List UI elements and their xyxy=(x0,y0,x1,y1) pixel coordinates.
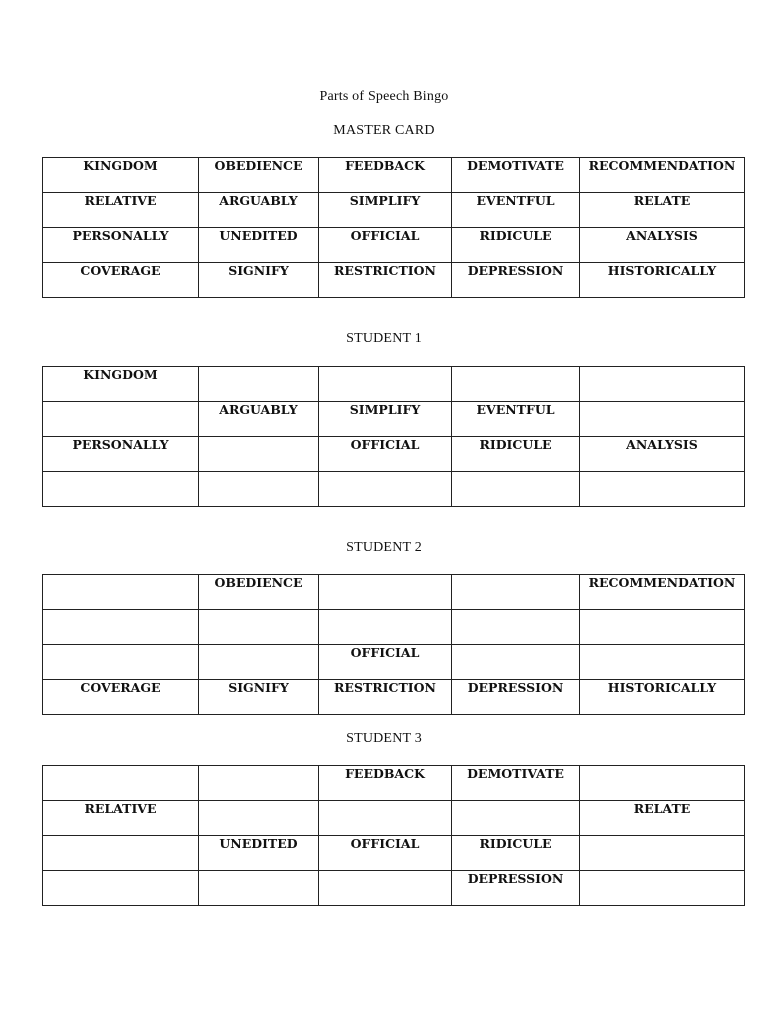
bingo-cell xyxy=(43,575,199,610)
table-row xyxy=(43,228,745,263)
bingo-word: HISTORICALLY xyxy=(607,263,717,278)
bingo-cell xyxy=(199,766,319,801)
bingo-word: DEPRESSION xyxy=(467,871,564,886)
table-row xyxy=(43,610,745,645)
bingo-word: DEMOTIVATE xyxy=(467,158,564,173)
bingo-word: SIMPLIFY xyxy=(349,402,421,417)
bingo-cell xyxy=(580,836,745,871)
bingo-cell xyxy=(319,645,452,680)
bingo-word: EVENTFUL xyxy=(476,402,555,417)
bingo-cell xyxy=(580,228,745,263)
bingo-cell xyxy=(199,575,319,610)
bingo-cell xyxy=(319,193,452,228)
bingo-word: ANALYSIS xyxy=(626,437,698,452)
bingo-cell xyxy=(43,263,199,298)
bingo-cell xyxy=(580,263,745,298)
bingo-cell xyxy=(452,402,580,437)
bingo-cell xyxy=(199,437,319,472)
bingo-word: PERSONALLY xyxy=(72,437,169,452)
table-row xyxy=(43,575,745,610)
bingo-cell xyxy=(199,158,319,193)
bingo-word: SIGNIFY xyxy=(228,680,289,695)
document-title: Parts of Speech Bingo xyxy=(319,89,449,104)
table-row xyxy=(43,367,745,402)
bingo-word: DEMOTIVATE xyxy=(467,766,564,781)
bingo-word: RECOMMENDATION xyxy=(588,575,736,590)
bingo-word: SIGNIFY xyxy=(228,263,289,278)
student-1-heading: STUDENT 1 xyxy=(346,331,422,346)
bingo-cell xyxy=(43,610,199,645)
bingo-word: FEEDBACK xyxy=(345,766,425,781)
bingo-word: HISTORICALLY xyxy=(607,680,717,695)
student-2-table xyxy=(42,574,745,715)
bingo-word: DEPRESSION xyxy=(467,263,564,278)
bingo-word: RESTRICTION xyxy=(334,263,436,278)
table-row xyxy=(43,801,745,836)
bingo-cell xyxy=(199,228,319,263)
bingo-cell xyxy=(580,402,745,437)
bingo-word: OFFICIAL xyxy=(350,228,420,243)
master-card-table xyxy=(42,157,745,298)
bingo-cell xyxy=(199,472,319,507)
table-row xyxy=(43,766,745,801)
master-card-heading: MASTER CARD xyxy=(333,123,435,138)
table-row xyxy=(43,402,745,437)
bingo-word: KINGDOM xyxy=(83,158,158,173)
bingo-cell xyxy=(319,610,452,645)
bingo-cell xyxy=(319,472,452,507)
bingo-word: ARGUABLY xyxy=(219,402,298,417)
bingo-cell xyxy=(452,680,580,715)
bingo-word: DEPRESSION xyxy=(467,680,564,695)
bingo-cell xyxy=(43,836,199,871)
bingo-word: COVERAGE xyxy=(80,680,161,695)
bingo-word: ANALYSIS xyxy=(626,228,698,243)
bingo-cell xyxy=(319,367,452,402)
bingo-cell xyxy=(319,575,452,610)
bingo-cell xyxy=(43,766,199,801)
bingo-word: EVENTFUL xyxy=(476,193,555,208)
bingo-word: UNEDITED xyxy=(219,836,298,851)
bingo-cell xyxy=(452,228,580,263)
bingo-cell xyxy=(452,158,580,193)
bingo-word: ARGUABLY xyxy=(219,193,298,208)
bingo-word: RELATIVE xyxy=(84,193,157,208)
table-row xyxy=(43,645,745,680)
bingo-word: OBEDIENCE xyxy=(214,575,303,590)
bingo-cell xyxy=(319,801,452,836)
bingo-cell xyxy=(580,158,745,193)
bingo-cell xyxy=(319,228,452,263)
bingo-cell xyxy=(43,801,199,836)
bingo-cell xyxy=(319,871,452,906)
bingo-word: OFFICIAL xyxy=(350,645,420,660)
bingo-cell xyxy=(199,193,319,228)
bingo-cell xyxy=(452,766,580,801)
bingo-cell xyxy=(199,680,319,715)
bingo-cell xyxy=(452,645,580,680)
bingo-word: KINGDOM xyxy=(83,367,158,382)
bingo-word: RIDICULE xyxy=(479,836,552,851)
bingo-cell xyxy=(199,645,319,680)
table-row xyxy=(43,158,745,193)
bingo-cell xyxy=(43,367,199,402)
bingo-cell xyxy=(199,367,319,402)
bingo-word: RIDICULE xyxy=(479,437,552,452)
bingo-cell xyxy=(580,766,745,801)
bingo-cell xyxy=(43,402,199,437)
bingo-cell xyxy=(580,437,745,472)
bingo-cell xyxy=(452,836,580,871)
bingo-cell xyxy=(580,193,745,228)
bingo-cell xyxy=(452,575,580,610)
bingo-cell xyxy=(319,766,452,801)
bingo-cell xyxy=(580,610,745,645)
bingo-cell xyxy=(319,158,452,193)
bingo-cell xyxy=(452,610,580,645)
bingo-word: COVERAGE xyxy=(80,263,161,278)
bingo-cell xyxy=(452,871,580,906)
bingo-cell xyxy=(452,193,580,228)
bingo-word: FEEDBACK xyxy=(345,158,425,173)
bingo-word: RESTRICTION xyxy=(334,680,436,695)
table-row xyxy=(43,437,745,472)
bingo-word: OBEDIENCE xyxy=(214,158,303,173)
bingo-cell xyxy=(580,367,745,402)
bingo-word: UNEDITED xyxy=(219,228,298,243)
table-row xyxy=(43,193,745,228)
table-row xyxy=(43,472,745,507)
bingo-cell xyxy=(199,263,319,298)
bingo-cell xyxy=(319,836,452,871)
bingo-word: RECOMMENDATION xyxy=(588,158,736,173)
bingo-cell xyxy=(199,836,319,871)
bingo-word: SIMPLIFY xyxy=(349,193,421,208)
bingo-cell xyxy=(43,871,199,906)
bingo-word: RIDICULE xyxy=(479,228,552,243)
student-1-table xyxy=(42,366,745,507)
bingo-cell xyxy=(452,367,580,402)
bingo-cell xyxy=(43,193,199,228)
bingo-cell xyxy=(319,402,452,437)
bingo-cell xyxy=(580,801,745,836)
bingo-cell xyxy=(452,801,580,836)
bingo-cell xyxy=(319,680,452,715)
bingo-word: OFFICIAL xyxy=(350,437,420,452)
bingo-cell xyxy=(43,228,199,263)
bingo-cell xyxy=(199,610,319,645)
bingo-cell xyxy=(319,437,452,472)
bingo-cell xyxy=(199,871,319,906)
bingo-cell xyxy=(580,680,745,715)
bingo-cell xyxy=(43,158,199,193)
bingo-cell xyxy=(580,575,745,610)
bingo-cell xyxy=(199,402,319,437)
bingo-cell xyxy=(319,263,452,298)
bingo-cell xyxy=(452,472,580,507)
bingo-word: RELATE xyxy=(633,193,691,208)
table-row xyxy=(43,871,745,906)
student-2-heading: STUDENT 2 xyxy=(346,540,422,555)
bingo-word: OFFICIAL xyxy=(350,836,420,851)
student-3-table xyxy=(42,765,745,906)
bingo-cell xyxy=(43,645,199,680)
bingo-word: PERSONALLY xyxy=(72,228,169,243)
student-3-heading: STUDENT 3 xyxy=(346,731,422,746)
table-row xyxy=(43,836,745,871)
bingo-cell xyxy=(580,871,745,906)
bingo-cell xyxy=(43,472,199,507)
bingo-cell xyxy=(452,263,580,298)
bingo-cell xyxy=(199,801,319,836)
bingo-cell xyxy=(452,437,580,472)
bingo-cell xyxy=(580,645,745,680)
table-row xyxy=(43,680,745,715)
table-row xyxy=(43,263,745,298)
bingo-cell xyxy=(580,472,745,507)
bingo-word: RELATE xyxy=(633,801,691,816)
bingo-cell xyxy=(43,437,199,472)
bingo-cell xyxy=(43,680,199,715)
bingo-word: RELATIVE xyxy=(84,801,157,816)
